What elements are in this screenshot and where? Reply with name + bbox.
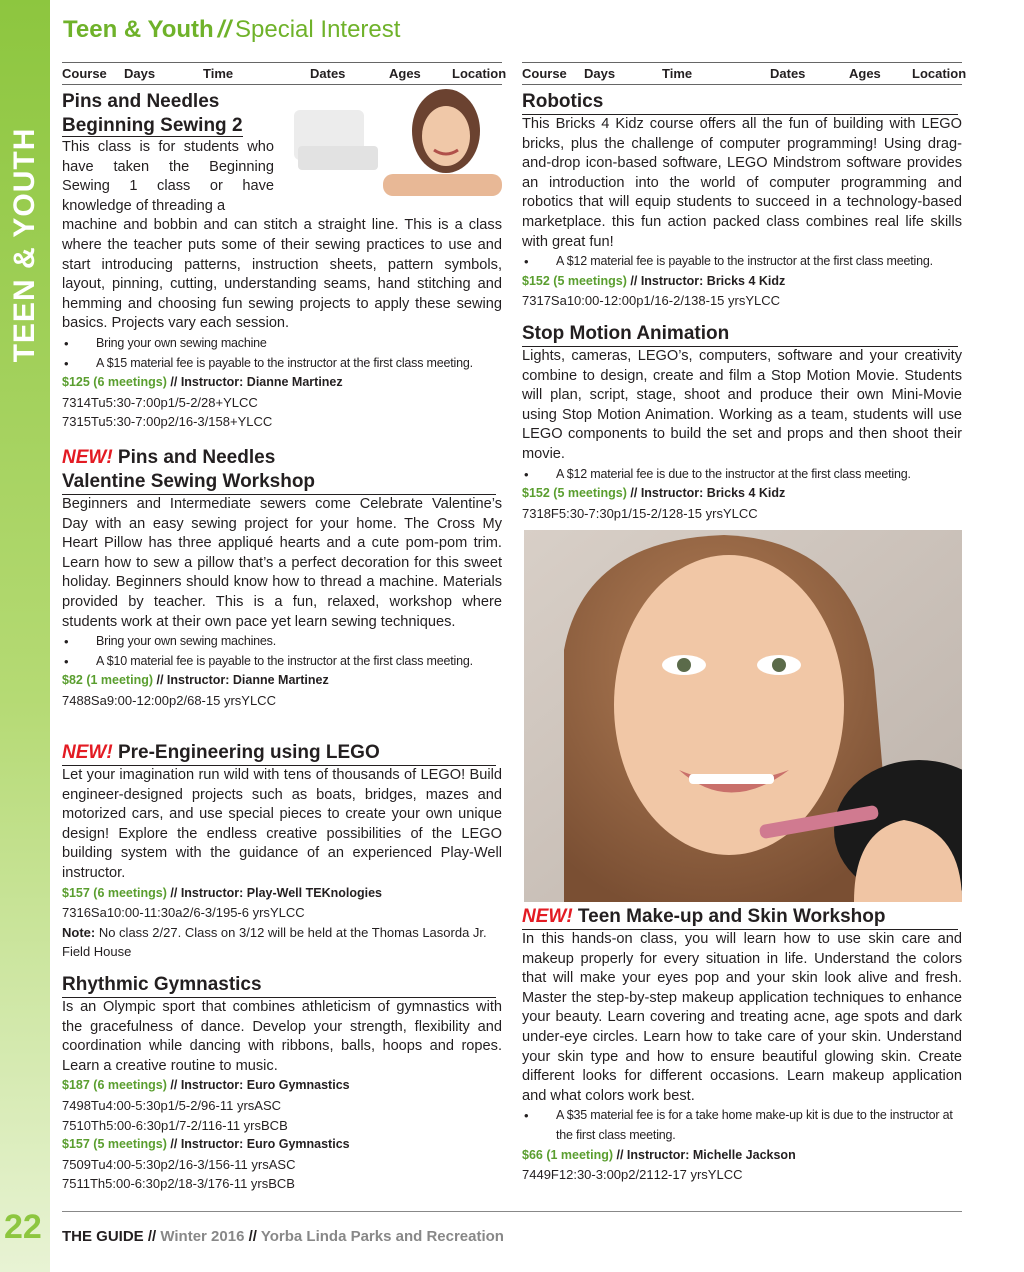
- page-number: 22: [4, 1208, 42, 1246]
- bullet-item: • Bring your own sewing machine: [62, 334, 502, 354]
- course-bullets: [522, 465, 962, 485]
- header-course: Course: [62, 66, 107, 81]
- course-title: Robotics: [522, 91, 604, 112]
- price-line: $187 (6 meetings) // Instructor: Euro Gymnastics: [62, 1078, 350, 1093]
- course-subtitle: Beginning Sewing 2: [62, 115, 243, 136]
- course-subtitle: Valentine Sewing Workshop: [62, 471, 316, 492]
- footer-guide: THE GUIDE: [62, 1228, 144, 1245]
- page-title-sep: //: [217, 16, 232, 43]
- footer-divider: [62, 1211, 962, 1212]
- course-title: Rhythmic Gymnastics: [62, 974, 262, 995]
- left-column: [62, 62, 507, 85]
- table-row: 7316 Sa 10:00-11:30a 2/6-3/19 5-6 yrs YLCC: [62, 905, 305, 921]
- header-time: Time: [203, 66, 234, 81]
- girl-with-makeup-mirror-image: [524, 530, 962, 902]
- column-header: [62, 62, 507, 85]
- course-description: Lights, cameras, LEGO’s, computers, software and your creativity combine to design, create and film a Stop Motion Movie. Students will plan, script, stage, shoot and produce their own Mini-Movie using Stop Motion Animation. Working as a team, students will use LEGO components to build the set and props and then shoot their movie.: [522, 348, 962, 462]
- table-row: 7498 Tu 4:00-5:30p 1/5-2/9 6-11 yrs ASC: [62, 1097, 282, 1113]
- price-line: $125 (6 meetings) // Instructor: Dianne Martinez: [62, 375, 343, 390]
- course-bullets: [522, 1106, 962, 1145]
- sewing-photo: [288, 86, 502, 196]
- header-ages: Ages: [389, 66, 421, 81]
- price-line: $66 (1 meeting) // Instructor: Michelle Jackson: [522, 1147, 796, 1162]
- page-title-sub: Special Interest: [235, 16, 401, 43]
- new-badge: NEW!: [62, 447, 113, 468]
- table-row: 7449 F 12:30-3:00p 2/21 12-17 yrs YLCC: [522, 1167, 743, 1183]
- new-badge: NEW!: [522, 906, 573, 927]
- course-title: Pins and Needles: [62, 91, 220, 112]
- new-badge: NEW!: [62, 742, 113, 763]
- page-title-main: Teen & Youth: [63, 16, 214, 43]
- course-title: Stop Motion Animation: [522, 323, 730, 344]
- woman-with-sewing-machine-image: [288, 86, 502, 196]
- course-description: Let your imagination run wild with tens of thousands of LEGO! Build engineer-designed projects such as boats, bridges, mazes and motorized cars, and use special pieces to create your own unique design! Explore the endless creative possibilities of the LEGO building system with the guidance of an experienced Play-Well instructor.: [62, 767, 502, 881]
- header-location: Location: [452, 66, 507, 81]
- makeup-photo: [524, 530, 962, 902]
- bullet-item: • Bring your own sewing machines.: [62, 632, 502, 652]
- bullet-item: • A $15 material fee is payable to the instructor at the first class meeting.: [62, 354, 502, 374]
- section-label: TEEN & YOUTH: [8, 127, 41, 363]
- footer: THE GUIDE // Winter 2016 // Yorba Linda Parks and Recreation: [62, 1228, 504, 1245]
- bullet-item: • A $12 material fee is payable to the instructor at the first class meeting.: [522, 252, 962, 272]
- footer-season: Winter 2016: [160, 1228, 245, 1245]
- course-description: Is an Olympic sport that combines athleticism of gymnastics with the gracefulness of dance. Develop your strength, flexibility and coordination while dancing with ribbons, balls, hoops and ropes. Learn a creative routine to music.: [62, 999, 502, 1074]
- header-days: Days: [124, 66, 156, 81]
- course-title: Pre-Engineering using LEGO: [117, 742, 380, 763]
- table-row: 7509 Tu 4:00-5:30p 2/16-3/15 6-11 yrs ASC: [62, 1156, 296, 1172]
- right-column: [522, 62, 967, 85]
- course-bullets: [62, 334, 502, 373]
- course-pre-engineering-lego: [62, 741, 502, 962]
- price-line: $157 (5 meetings) // Instructor: Euro Gymnastics: [62, 1137, 350, 1152]
- header-dates: Dates: [310, 66, 346, 81]
- price-line: $152 (5 meetings) // Instructor: Bricks 4 Kidz: [522, 486, 786, 501]
- page-title: [63, 16, 400, 44]
- course-note: Note: No class 2/27. Class on 3/12 will be held at the Thomas Lasorda Jr. Field House: [62, 924, 487, 960]
- course-stop-motion-animation: [522, 322, 962, 523]
- price-line: $82 (1 meeting) // Instructor: Dianne Martinez: [62, 673, 329, 688]
- course-title: Teen Make-up and Skin Workshop: [572, 906, 886, 927]
- bullet-item: • A $35 material fee is for a take home make-up kit is due to the instructor at the first class meeting.: [522, 1106, 962, 1145]
- course-teen-makeup-workshop: [522, 905, 962, 1185]
- course-title: Pins and Needles: [112, 447, 276, 468]
- course-bullets: [522, 252, 962, 272]
- table-row: 7315 Tu 5:30-7:00p 2/16-3/15 8+ YLCC: [62, 414, 273, 430]
- sidebar: [0, 0, 50, 1272]
- course-valentine-workshop: [62, 446, 502, 711]
- bullet-item: • A $12 material fee is due to the instructor at the first class meeting.: [522, 465, 962, 485]
- table-row: 7314 Tu 5:30-7:00p 1/5-2/2 8+ YLCC: [62, 394, 258, 410]
- course-description: Beginners and Intermediate sewers come Celebrate Valentine’s Day with an easy sewing project for your home. The Cross My Heart Pillow has three appliqué hearts and a cute pom-pom trim. Learn how to sew a pillow that’s a perfect decoration for this sweet holiday. Beginners should know how to thread a machine. Materials provided by teacher. This is a fun, relaxed, workshop where students work at their own pace yet learn sewing techniques.: [62, 496, 502, 630]
- course-rhythmic-gymnastics: [62, 973, 502, 1194]
- price-line: $157 (6 meetings) // Instructor: Play-Well TEKnologies: [62, 885, 382, 900]
- course-description: This Bricks 4 Kidz course offers all the fun of building with LEGO bricks, plus the challenge of computer programming! Using drag-and-drop icon-based software, LEGO Mindstrom software provides an introduction into the world of computer programming and robotics that will equip students to succeed in a technology-based marketplace. this fun action packed class combines real life skills with great fun!: [522, 116, 962, 250]
- course-description: This class is for students who have taken the Beginning Sewing 1 class or have knowledge of threading a: [62, 139, 274, 214]
- footer-org: Yorba Linda Parks and Recreation: [260, 1228, 504, 1245]
- course-description: In this hands-on class, you will learn how to use skin care and makeup properly for every situation in life. Understand the colors that will make your eyes pop and your skin look alive and fresh. Master the step-by-step makeup application techniques to enhance your beauty. Learn covering and treating acne, age spots and dark under-eye circles. Learn how to take care of your skin. Understand your skin type and how to ensure beautiful glowing skin. Create different looks for different occasions. Learn makeup application and what colors work best.: [522, 931, 962, 1104]
- table-row: 7317 Sa 10:00-12:00p 1/16-2/13 8-15 yrs YLCC: [522, 293, 781, 309]
- table-row: 7510 Th 5:00-6:30p 1/7-2/11 6-11 yrs BCB: [62, 1117, 288, 1133]
- course-description-cont: machine and bobbin and can stitch a straight line. This is a class where the teacher puts some of their sewing practices to use and start introducing patterns, instruction sheets, pattern symbols, layout, pinning, cutting, understanding seams, hand stitching and hemming and choosing fun sewing projects to apply these sewing basics. Projects vary each session.: [62, 217, 502, 332]
- table-row: 7511 Th 5:00-6:30p 2/18-3/17 6-11 yrs BCB: [62, 1176, 295, 1192]
- course-robotics: [522, 90, 962, 311]
- bullet-item: • A $10 material fee is payable to the instructor at the first class meeting.: [62, 652, 502, 672]
- table-row: 7488 Sa 9:00-12:00p 2/6 8-15 yrs YLCC: [62, 692, 276, 708]
- price-line: $152 (5 meetings) // Instructor: Bricks 4 Kidz: [522, 273, 786, 288]
- table-row: 7318 F 5:30-7:30p 1/15-2/12 8-15 yrs YLCC: [522, 505, 758, 521]
- course-bullets: [62, 632, 502, 671]
- column-header: Course Days Time Dates Ages Location: [522, 62, 962, 85]
